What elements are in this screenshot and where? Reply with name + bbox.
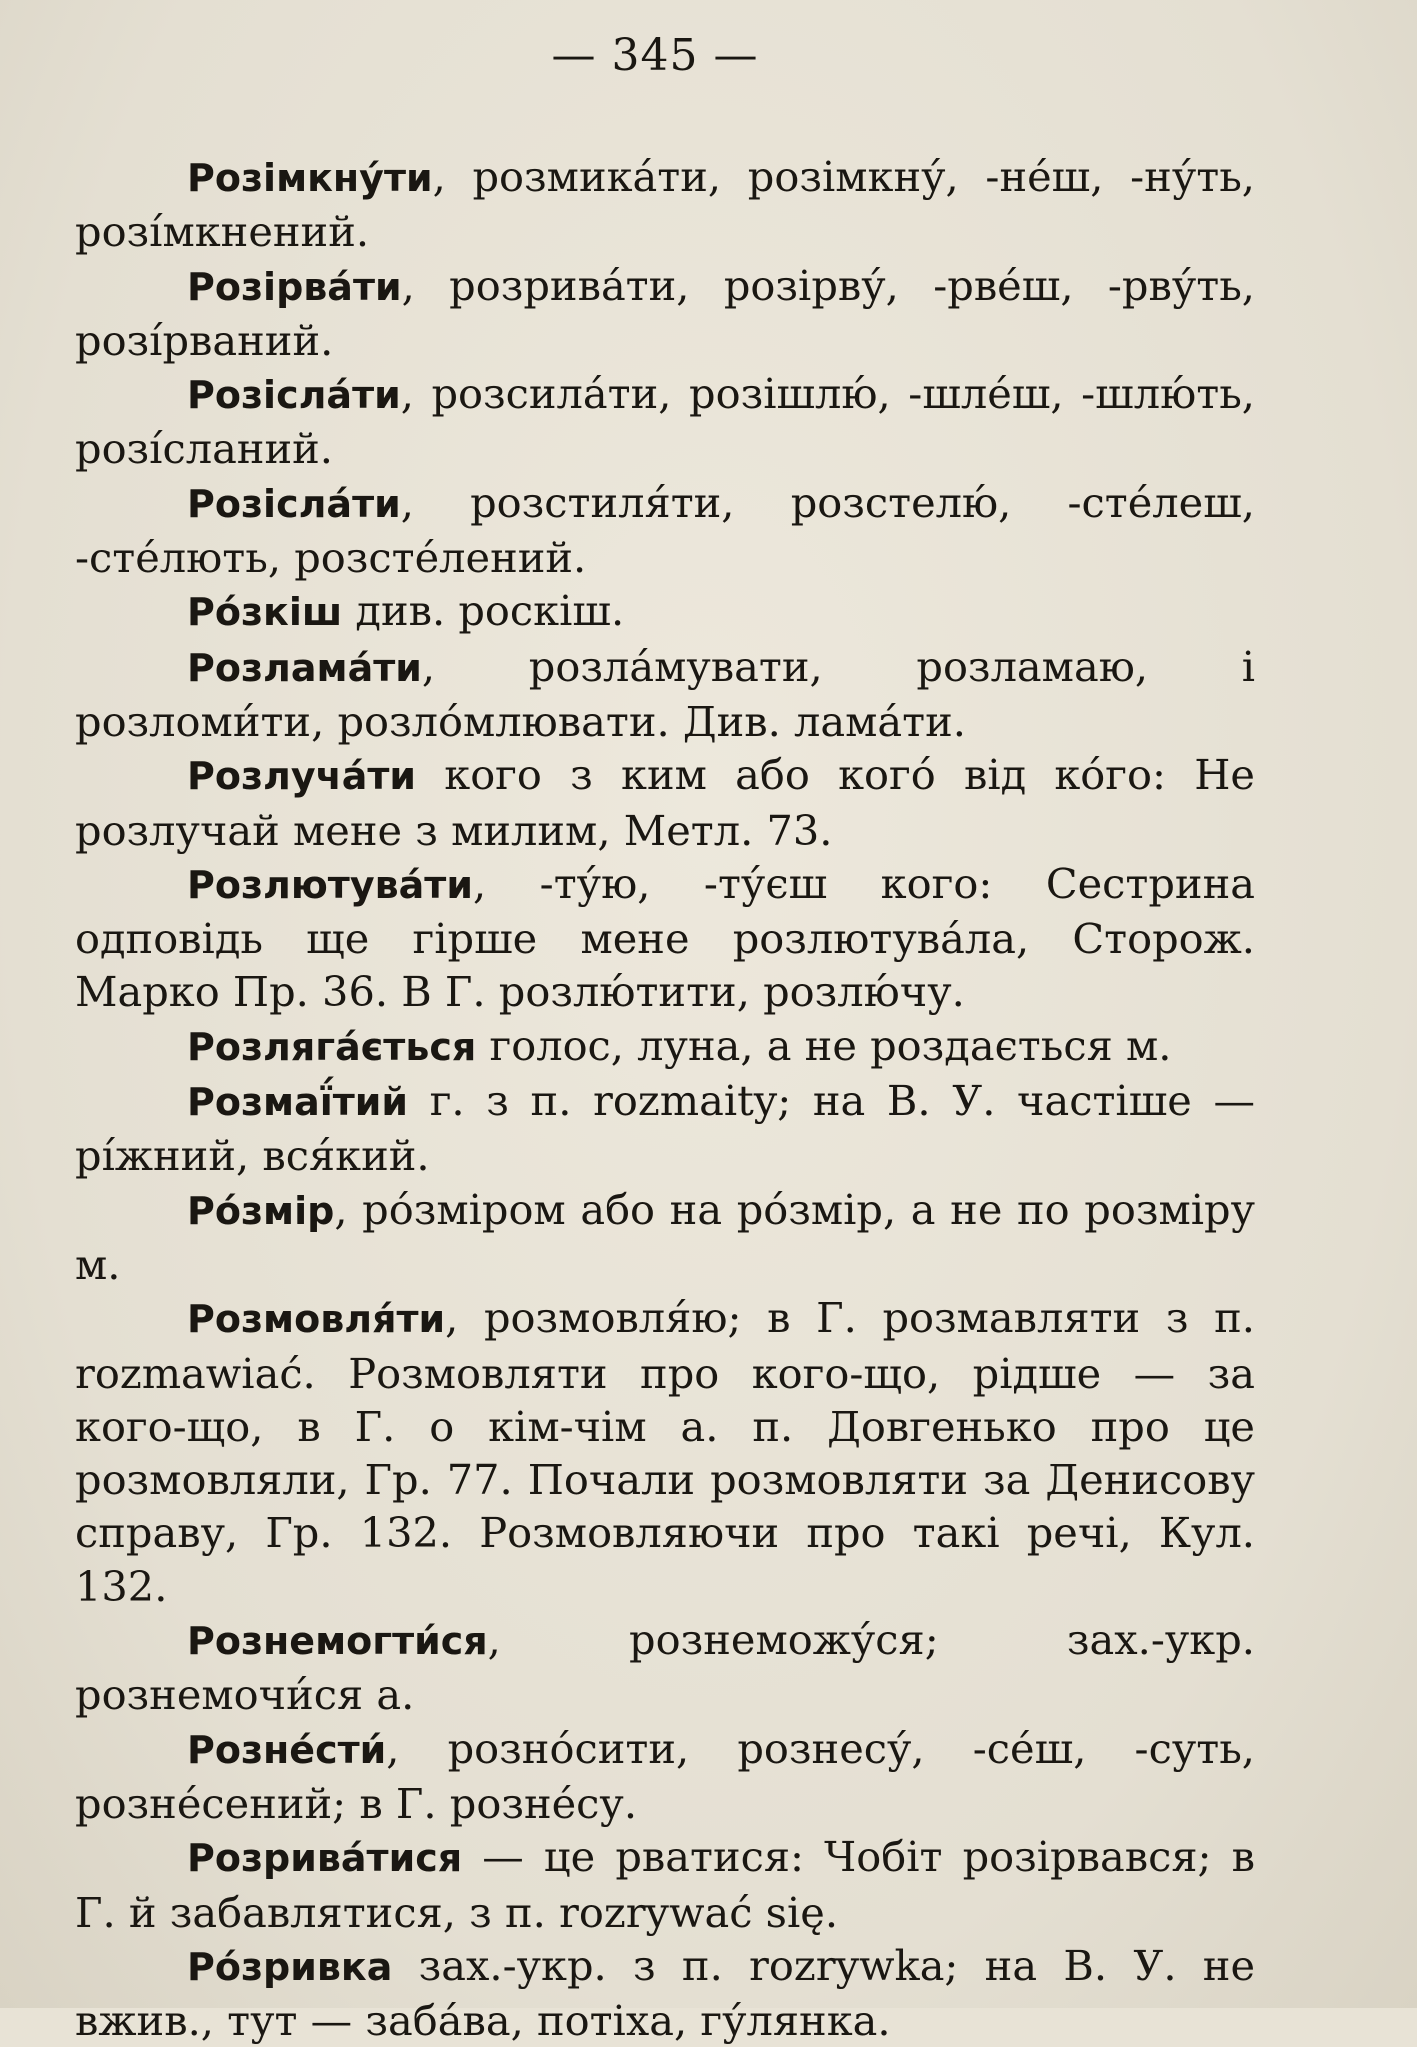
entry-body: , розсила́ти, розішлю́, -шле́ш, -шлю́ть, розі́сланий.	[75, 369, 1255, 474]
dictionary-entry	[75, 857, 1255, 1019]
entry-body: голос, луна, а не роздається м.	[476, 1020, 1172, 1070]
dictionary-entry	[75, 476, 1255, 585]
entry-headword: Розрива́тися	[187, 1836, 463, 1881]
entry-headword: Ро́зривка	[187, 1944, 393, 1989]
entry-headword: Розісла́ти	[187, 481, 401, 526]
entry-headword: Розлютува́ти	[187, 862, 473, 907]
entry-body: зах.-укр. з п. rozrywka; на В. У. не вжив., тут — заба́ва, потіха, гу́лянка.	[75, 1940, 1255, 2046]
entry-body: , розмовля́ю; в Г. розмавляти з п. rozmawiać. Розмовляти про кого-що, рідше — за кого-що, в Г. о кім-чім а. п. Довгенько про це розмовляли, Гр. 77. Почали розмовляти за Денисову справу, Гр. 132. Розмовляючи про такі речі, Кул. 132.	[75, 1293, 1255, 1611]
dictionary-entry	[75, 259, 1255, 368]
dictionary-entry	[75, 1019, 1255, 1074]
entry-body: — це рватися: Чобіт розірвався; в Г. й забавлятися, з п. rozrywać się.	[75, 1832, 1255, 1937]
dictionary-entries	[75, 150, 1255, 2047]
entry-headword: Розлуча́ти	[187, 754, 417, 799]
dictionary-entry	[75, 1722, 1255, 1831]
dictionary-entry	[75, 1613, 1255, 1722]
entry-headword: Розмаї́тий	[187, 1080, 409, 1125]
entry-headword: Розляга́ється	[187, 1024, 477, 1069]
entry-body: , ро́зміром або на ро́змір, а не по розміру м.	[75, 1184, 1255, 1289]
entry-body: , розмика́ти, розімкну́, -не́ш, -ну́ть, розі́мкнений.	[75, 152, 1255, 257]
entry-body: , -ту́ю, -ту́єш кого: Сестрина одповідь ще гірше мене розлютува́ла, Сторож. Марко Пр. 36. В Г. розлю́тити, розлю́чу.	[75, 858, 1255, 1017]
entry-headword: Розмовля́ти	[187, 1297, 446, 1342]
dictionary-entry	[75, 1830, 1255, 1939]
entry-headword: Ро́змір	[187, 1188, 335, 1233]
entry-headword: Рознемогти́ся	[187, 1619, 488, 1664]
entry-body: , розрива́ти, розірву́, -рве́ш, -рву́ть, розі́рваний.	[75, 260, 1255, 365]
entry-headword: Розісла́ти	[187, 373, 401, 418]
entry-body: кого з ким або когó від кóго: Не розлучай мене з милим, Метл. 73.	[75, 750, 1255, 855]
entry-body: г. з п. rozmaity; на В. У. частіше — рі́жний, вся́кий.	[75, 1076, 1255, 1181]
entry-body: див. роскіш.	[342, 586, 625, 636]
dictionary-entry	[75, 1183, 1255, 1292]
dictionary-entry	[75, 584, 1255, 639]
entry-headword: Розлама́ти	[187, 645, 422, 690]
entry-body: , розла́мувати, розламаю, і розломи́ти, розло́млювати. Див. лама́ти.	[75, 641, 1255, 746]
dictionary-entry	[75, 748, 1255, 857]
entry-body: , рознеможу́ся; зах.-укр. рознемочи́ся а.	[75, 1615, 1255, 1720]
dictionary-entry	[75, 150, 1255, 259]
dictionary-entry	[75, 1074, 1255, 1183]
dictionary-entry	[75, 640, 1255, 749]
entry-headword: Ро́зкіш	[187, 590, 343, 635]
entry-body: , розстиля́ти, розстелю́, -сте́леш, -сте́лють, розсте́лений.	[75, 477, 1255, 583]
entry-headword: Розне́сти́	[187, 1727, 387, 1772]
entry-body: , розно́сити, рознесу́, -се́ш, -суть, розне́сений; в Г. розне́су.	[75, 1723, 1255, 1828]
dictionary-entry	[75, 367, 1255, 476]
entry-headword: Розімкну́ти	[187, 156, 433, 200]
entry-headword: Розірва́ти	[187, 264, 402, 309]
dictionary-entry	[75, 1291, 1255, 1613]
dictionary-entry	[75, 1939, 1255, 2047]
page-number: — 345 —	[551, 30, 759, 81]
